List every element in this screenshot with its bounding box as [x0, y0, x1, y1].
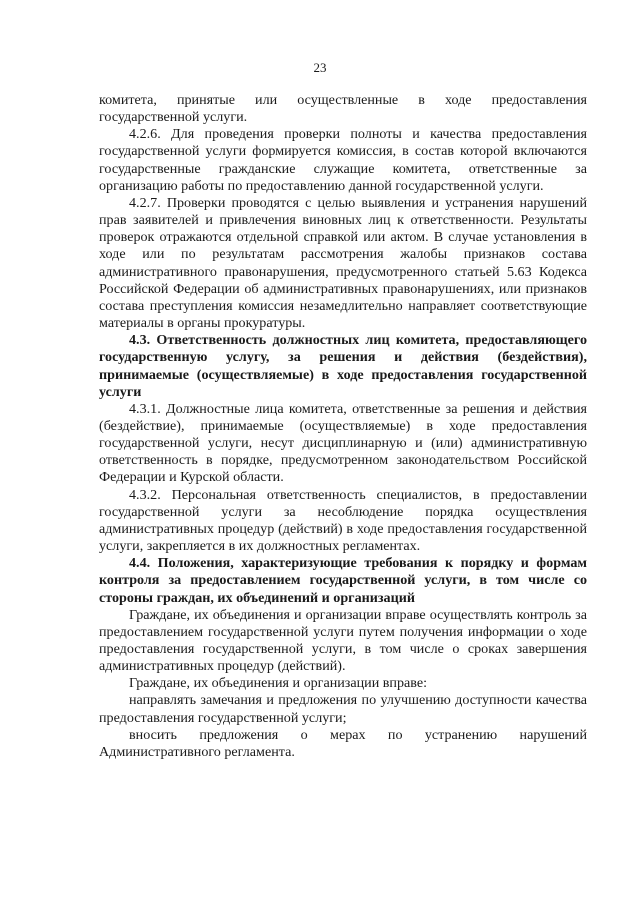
section-heading-4-4: 4.4. Положения, характеризующие требования к порядку и формам контроля за предоставлением государственной услуги, в том числе со стороны граждан, их объединений и организаций: [99, 555, 587, 606]
page-number: 23: [313, 60, 327, 75]
section-heading-4-3: 4.3. Ответственность должностных лиц комитета, предоставляющего государственную услугу, за решения и действия (бездействия), принимаемые (осуществляемые) в ходе предоставления государственной услуги: [99, 332, 587, 400]
paragraph-4-2-7: 4.2.7. Проверки проводятся с целью выявления и устранения нарушений прав заявителей и привлечения виновных лиц к ответственности. Результаты проверок отражаются отдельной справкой или актом. В случае установления в ходе или по результатам рассмотрения жалобы признаков состава административного правонарушения, предусмотренного статьей 5.63 Кодекса Российской Федерации об административных правонарушениях, или признаков состава преступления комиссия незамедлительно направляет соответствующие материалы в органы прокуратуры.: [99, 194, 587, 332]
paragraph-citizens-rights: Граждане, их объединения и организации вправе:: [129, 675, 428, 692]
paragraph-4-2-6: 4.2.6. Для проведения проверки полноты и качества предоставления государственной услуги формируется комиссия, в состав которой включаются государственные гражданские служащие комитета, ответственные за организацию работы по предоставлению данной государственной услуги.: [99, 126, 587, 194]
paragraph-4-3-2: 4.3.2. Персональная ответственность специалистов, в предоставлении государственной услуги за несоблюдение порядка осуществления административных процедур (действий) в ходе предоставления государственной услуги, закрепляется в их должностных регламентах.: [99, 486, 587, 555]
paragraph-4-3-1: 4.3.1. Должностные лица комитета, ответственные за решения и действия (бездействие), принимаемые (осуществляемые) в ходе предоставления государственной услуги, несут дисциплинарную и (или) административную ответственность в порядке, предусмотренном законодательством Российской Федерации и Курской области.: [99, 400, 587, 486]
document-body: [99, 92, 587, 761]
list-item-submit-proposals: вносить предложения о мерах по устранению нарушений Административного регламента.: [99, 726, 587, 760]
paragraph-continuation: комитета, принятые или осуществленные в ходе предоставления государственной услуги.: [99, 92, 587, 126]
list-item-send-remarks: направлять замечания и предложения по улучшению доступности качества предоставления государственной услуги;: [99, 692, 587, 726]
paragraph-citizens-control: Граждане, их объединения и организации вправе осуществлять контроль за предоставлением государственной услуги путем получения информации о ходе предоставления государственной услуги, в том числе о сроках завершения административных процедур (действий).: [99, 606, 587, 675]
